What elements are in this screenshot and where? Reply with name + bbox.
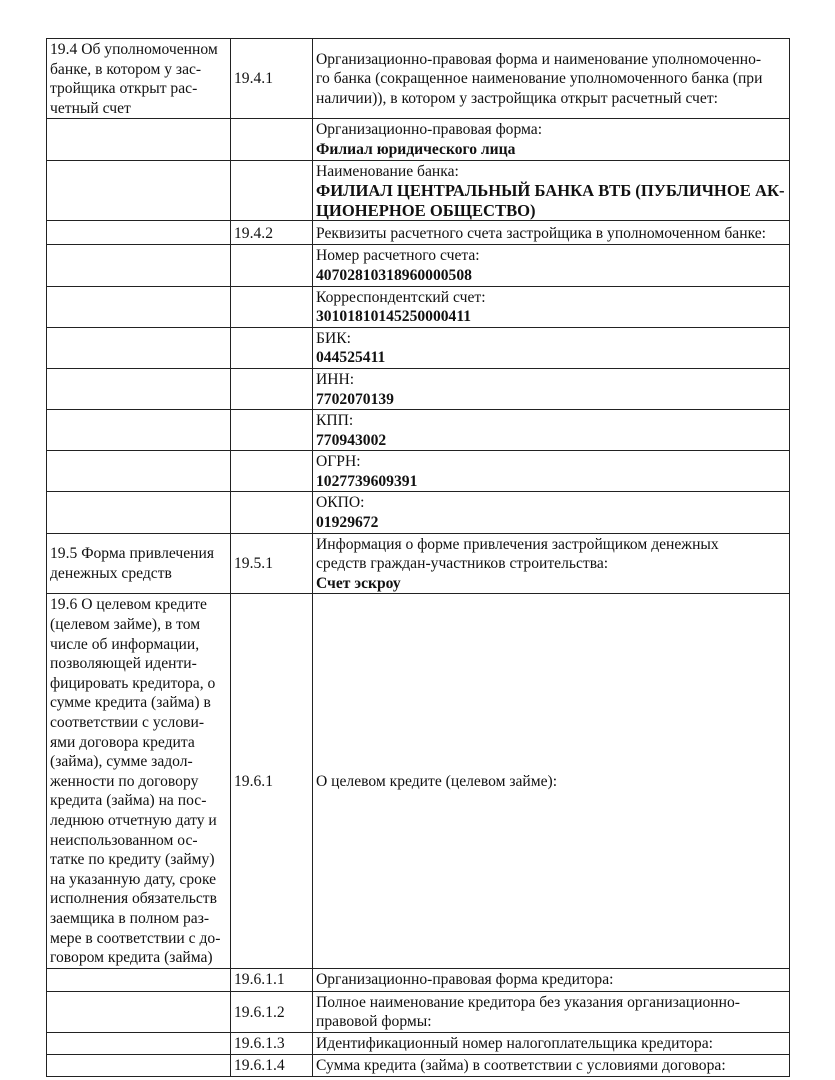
section-cell: [47, 327, 231, 368]
content-cell: [313, 39, 790, 119]
content-cell: [313, 968, 790, 991]
content-cell: [313, 1032, 790, 1054]
field-value: 770943002: [316, 431, 387, 449]
section-cell: [47, 991, 231, 1032]
section-cell: [47, 410, 231, 451]
code-cell: [231, 160, 313, 221]
field-label: Организационно-правовая форма:: [316, 121, 543, 139]
field-label: ОГРН:: [316, 453, 361, 471]
code-cell: [231, 245, 313, 286]
content-cell: [313, 119, 790, 160]
document-table: [46, 38, 790, 1077]
table-row: [47, 327, 790, 368]
table-row: [47, 991, 790, 1032]
section-cell: 19.5 Форма привлечения денежных средств: [47, 533, 231, 594]
section-cell: 19.6 О целевом кредите (целевом займе), в том числе об информации, позволяющей иденти- фицировать кредитора, о сумме кредита (займа) в соответствии с услови- ями договора кредита (займа), сумме задол- женности по договору кредита (займа) на пос- леднюю отчетную дату и неиспользованном ос- татке по кредиту (займу) на указанную дату, сроке исполнения обязательств заемщика в полном раз- мере в соответствии с до- говором кредита (займа): [47, 594, 231, 968]
field-label: Организационно-правовая форма кредитора:: [316, 971, 614, 989]
content-cell: [313, 327, 790, 368]
section-cell: [47, 119, 231, 160]
content-cell: [313, 245, 790, 286]
field-value: Счет эскроу: [316, 574, 401, 592]
code-cell: 19.6.1.1: [231, 968, 313, 991]
section-cell: [47, 368, 231, 409]
section-cell: [47, 245, 231, 286]
content-cell: [313, 286, 790, 327]
table-row: [47, 160, 790, 221]
field-label: О целевом кредите (целевом займе):: [316, 772, 558, 790]
table-row: [47, 451, 790, 492]
section-cell: [47, 160, 231, 221]
table-row: [47, 119, 790, 160]
content-cell: [313, 1054, 790, 1076]
section-cell: [47, 968, 231, 991]
field-label: Реквизиты расчетного счета застройщика в уполномоченном банке:: [316, 224, 767, 242]
field-label: ОКПО:: [316, 494, 365, 512]
section-cell: [47, 492, 231, 533]
code-cell: [231, 286, 313, 327]
content-cell: [313, 221, 790, 245]
section-cell: [47, 1032, 231, 1054]
field-value: 1027739609391: [316, 472, 418, 490]
field-value: 044525411: [316, 349, 386, 367]
code-cell: 19.6.1: [231, 594, 313, 968]
section-cell: [47, 221, 231, 245]
field-label: КПП:: [316, 412, 354, 430]
table-row: [47, 533, 790, 594]
content-cell: [313, 368, 790, 409]
code-cell: 19.6.1.4: [231, 1054, 313, 1076]
table-row: [47, 245, 790, 286]
content-cell: [313, 594, 790, 968]
table-row: [47, 594, 790, 968]
code-cell: [231, 492, 313, 533]
section-cell: [47, 286, 231, 327]
table-row: [47, 221, 790, 245]
field-label: БИК:: [316, 329, 351, 347]
table-row: [47, 492, 790, 533]
section-cell: 19.4 Об уполномоченном банке, в котором у зас- тройщика открыт рас- четный счет: [47, 39, 231, 119]
content-cell: [313, 492, 790, 533]
content-cell: [313, 451, 790, 492]
field-value: ФИЛИАЛ ЦЕНТРАЛЬНЫЙ БАНКА ВТБ (ПУБЛИЧНОЕ АК- ЦИОНЕРНОЕ ОБЩЕСТВО): [316, 181, 785, 220]
field-label: Полное наименование кредитора без указания организационно- правовой формы:: [316, 993, 740, 1031]
content-cell: [313, 991, 790, 1032]
field-value: Филиал юридического лица: [316, 140, 516, 158]
table-row: [47, 1054, 790, 1076]
code-cell: 19.5.1: [231, 533, 313, 594]
code-cell: [231, 327, 313, 368]
content-cell: [313, 533, 790, 594]
field-label: Информация о форме привлечения застройщиком денежных средств граждан-участников строительства:: [316, 535, 719, 573]
field-value: 7702070139: [316, 390, 394, 408]
code-cell: 19.6.1.2: [231, 991, 313, 1032]
field-label: Организационно-правовая форма и наименование уполномоченно- го банка (сокращенное наименование уполномоченного банка (при наличии)), в котором у застройщика открыт расчетный счет:: [316, 50, 763, 107]
code-cell: 19.4.1: [231, 39, 313, 119]
table-row: [47, 410, 790, 451]
table-row: [47, 39, 790, 119]
field-value: 30101810145250000411: [316, 308, 472, 326]
table-row: [47, 368, 790, 409]
content-cell: [313, 410, 790, 451]
field-value: 40702810318960000508: [316, 266, 472, 284]
code-cell: [231, 119, 313, 160]
field-label: ИНН:: [316, 370, 355, 388]
table-row: [47, 968, 790, 991]
code-cell: 19.6.1.3: [231, 1032, 313, 1054]
table-row: [47, 1032, 790, 1054]
code-cell: [231, 410, 313, 451]
field-label: Наименование банка:: [316, 162, 459, 180]
section-cell: [47, 1054, 231, 1076]
section-cell: [47, 451, 231, 492]
field-label: Идентификационный номер налогоплательщика кредитора:: [316, 1035, 713, 1053]
code-cell: [231, 368, 313, 409]
table-row: [47, 286, 790, 327]
code-cell: [231, 451, 313, 492]
field-label: Сумма кредита (займа) в соответствии с условиями договора:: [316, 1056, 726, 1074]
content-cell: [313, 160, 790, 221]
field-label: Корреспондентский счет:: [316, 288, 486, 306]
field-label: Номер расчетного счета:: [316, 247, 480, 265]
code-cell: 19.4.2: [231, 221, 313, 245]
field-value: 01929672: [316, 514, 379, 532]
